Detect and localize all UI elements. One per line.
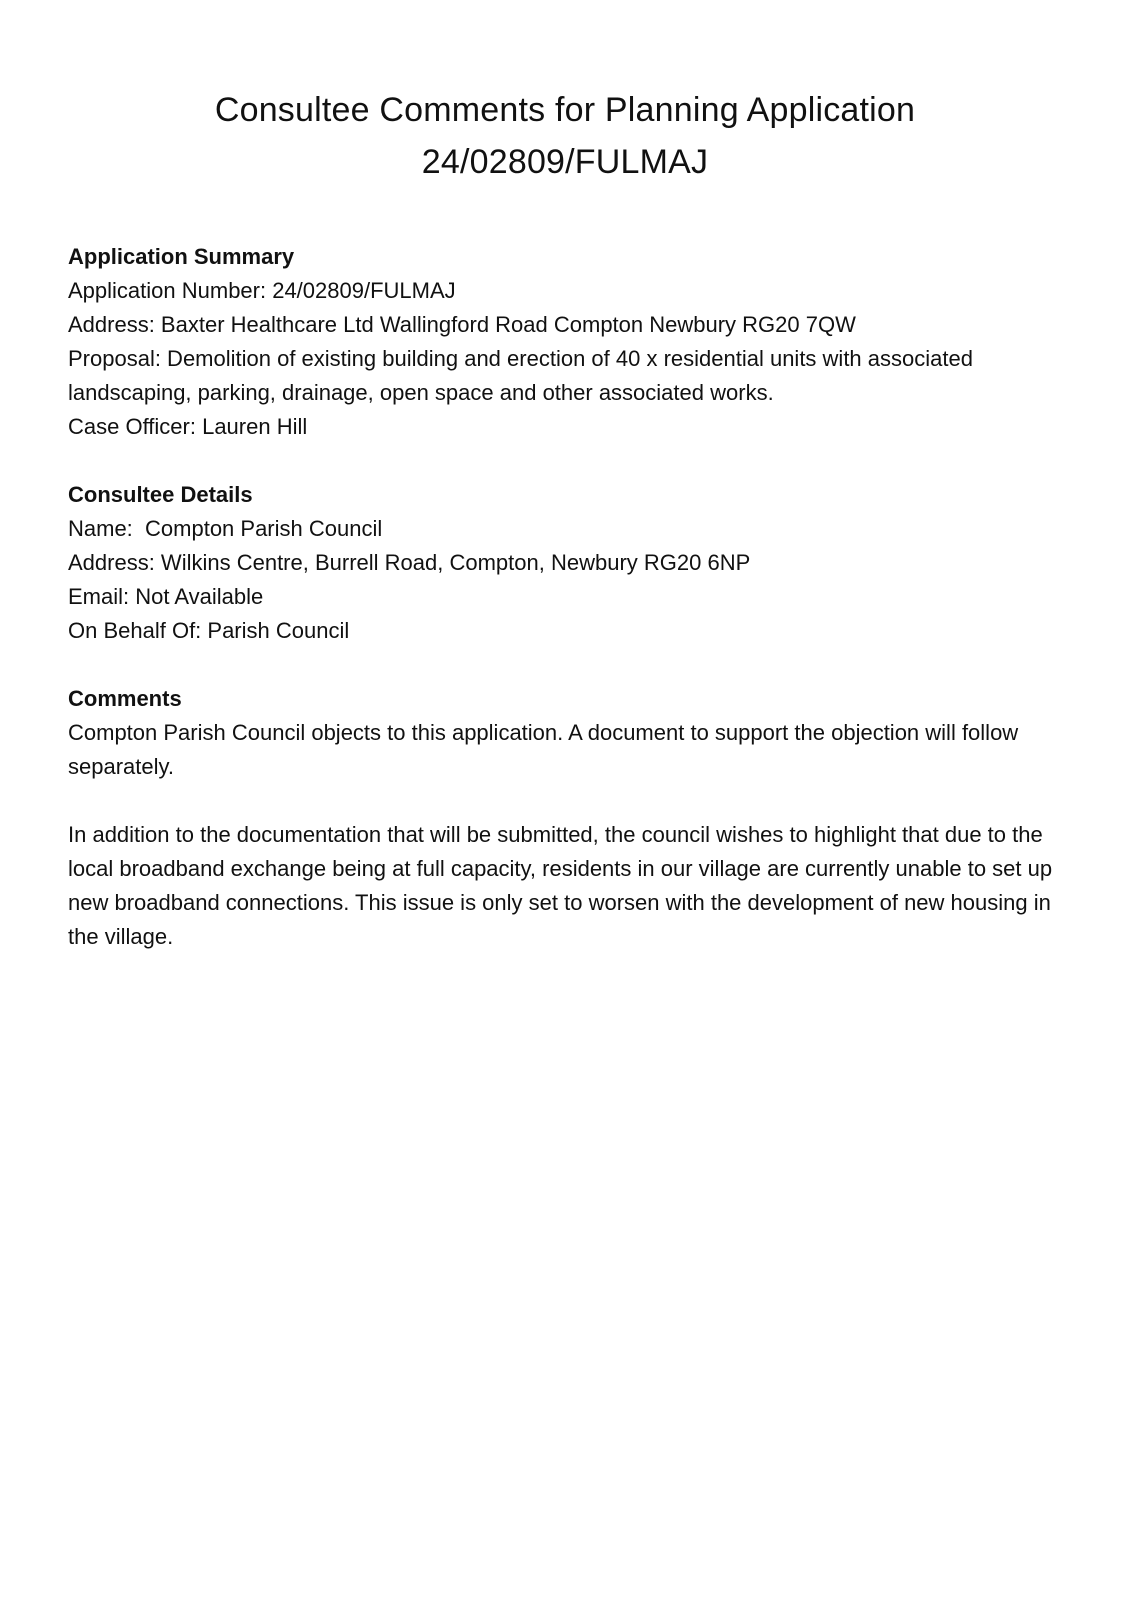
comment-paragraph-1: Compton Parish Council objects to this application. A document to support the objection will follow separately. — [68, 720, 1019, 779]
application-proposal: Proposal: Demolition of existing building and erection of 40 x residential units with associated landscaping, parking, drainage, open space and other associated works. — [68, 346, 973, 405]
application-summary-section — [68, 240, 1062, 444]
application-summary-heading: Application Summary — [68, 244, 295, 269]
application-number: Application Number: 24/02809/FULMAJ — [68, 278, 456, 303]
consultee-email: Email: Not Available — [68, 584, 264, 609]
consultee-on-behalf-of: On Behalf Of: Parish Council — [68, 618, 350, 643]
comments-heading: Comments — [68, 686, 182, 711]
consultee-details-section — [68, 478, 1062, 648]
application-address: Address: Baxter Healthcare Ltd Wallingford Road Compton Newbury RG20 7QW — [68, 312, 856, 337]
page-title — [68, 84, 1062, 188]
consultee-name: Name: Compton Parish Council — [68, 516, 383, 541]
comment-paragraph-2: In addition to the documentation that will be submitted, the council wishes to highlight that due to the local broadband exchange being at full capacity, residents in our village are currently unable to set up new broadband connections. This issue is only set to worsen with the development of new housing in the village. — [68, 822, 1053, 949]
page-title-line-1: Consultee Comments for Planning Application — [214, 91, 916, 129]
page-title-line-2: 24/02809/FULMAJ — [421, 143, 709, 181]
consultee-details-heading: Consultee Details — [68, 482, 253, 507]
case-officer: Case Officer: Lauren Hill — [68, 414, 308, 439]
comments-section — [68, 682, 1062, 954]
consultee-address: Address: Wilkins Centre, Burrell Road, Compton, Newbury RG20 6NP — [68, 550, 751, 575]
